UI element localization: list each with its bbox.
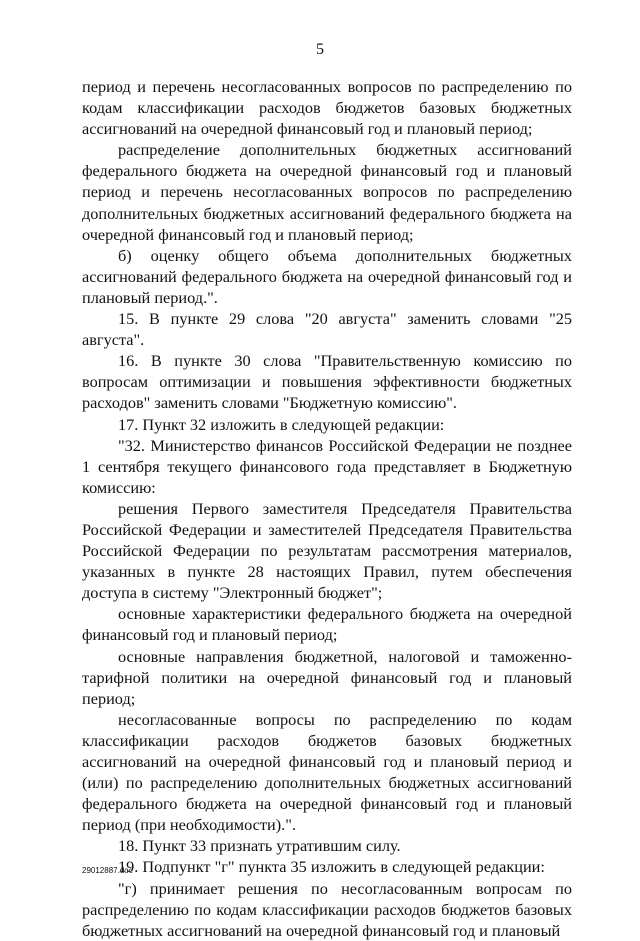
- paragraph: распределение дополнительных бюджетных ассигнований федерального бюджета на очередной финансовый год и плановый период и перечень несогласованных вопросов по распределению дополнительных бюджетных ассигнований федерального бюджета на очередной финансовый год и плановый период;: [82, 140, 572, 244]
- paragraph: период и перечень несогласованных вопросов по распределению по кодам классификации расходов бюджетов базовых бюджетных ассигнований на очередной финансовый год и плановый период;: [82, 77, 572, 139]
- paragraph: "г) принимает решения по несогласованным вопросам по распределению по кодам классификации расходов бюджетов базовых бюджетных ассигнований на очередной финансовый год и плановый: [82, 878, 572, 940]
- paragraph: основные направления бюджетной, налоговой и таможенно-тарифной политики на очередной финансовый год и плановый период;: [82, 646, 572, 708]
- paragraph: 16. В пункте 30 слова "Правительственную комиссию по вопросам оптимизации и повышения эффективности бюджетных расходов" заменить словами "Бюджетную комиссию".: [82, 351, 572, 413]
- paragraph: 17. Пункт 32 изложить в следующей редакции:: [118, 414, 445, 434]
- paragraph: 18. Пункт 33 признать утратившим силу.: [118, 836, 401, 856]
- paragraph: "32. Министерство финансов Российской Федерации не позднее 1 сентября текущего финансового года представляет в Бюджетную комиссию:: [82, 435, 572, 497]
- paragraph: 19. Подпункт "г" пункта 35 изложить в следующей редакции:: [118, 857, 545, 877]
- page-number: 5: [316, 41, 324, 58]
- paragraph: б) оценку общего объема дополнительных бюджетных ассигнований федерального бюджета на очередной финансовый год и плановый период.".: [82, 245, 572, 307]
- document-body: [82, 76, 572, 941]
- paragraph: решения Первого заместителя Председателя Правительства Российской Федерации и заместителей Председателя Правительства Российской Федерации по результатам рассмотрения материалов, указанных в пункте 28 настоящих Правил, путем обеспечения доступа в систему "Электронный бюджет";: [82, 498, 572, 603]
- paragraph: основные характеристики федерального бюджета на очередной финансовый год и плановый период;: [82, 604, 572, 645]
- document-file-code: 29012887.doc: [82, 866, 133, 875]
- paragraph: 15. В пункте 29 слова "20 августа" заменить словами "25 августа".: [82, 309, 572, 350]
- paragraph: несогласованные вопросы по распределению по кодам классификации расходов бюджетов базовых бюджетных ассигнований на очередной финансовый год и плановый период и (или) по распределению дополнительных бюджетных ассигнований федерального бюджета на очередной финансовый год и плановый период (при необходимости).".: [82, 709, 572, 835]
